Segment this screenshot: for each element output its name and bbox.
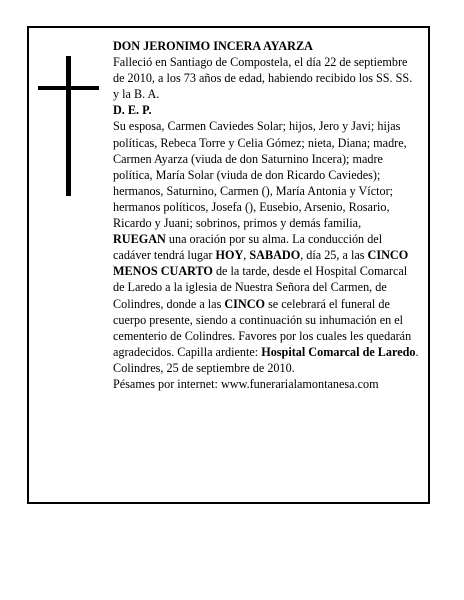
ceremony-period: . xyxy=(415,344,419,359)
ruegan-label: RUEGAN xyxy=(113,232,166,247)
deceased-name: DON JERONIMO INCERA AYARZA xyxy=(113,39,313,53)
date-place: Colindres, 25 de septiembre de 2010. xyxy=(113,360,295,375)
capilla-location: Hospital Comarcal de Laredo xyxy=(261,344,416,359)
cross-icon-bar xyxy=(38,86,99,90)
internet-condolences: Pésames por internet: www.funerarialamontanesa.com xyxy=(113,376,379,391)
dep-label: D. E. P. xyxy=(113,103,152,118)
ceremony-text-3: de la tarde, desde el Hospital Comarcal de Laredo a la iglesia de Nuestra Señora del Carmen, de Colindres, donde a las xyxy=(113,264,408,311)
sabado-label: SABADO xyxy=(249,248,301,263)
family-list: Su esposa, Carmen Caviedes Solar; hijos, Jero y Javi; hijas políticas, Rebeca Torre y Celia Gómez; nieta, Diana; madre, Carmen Ayarza (viuda de don Saturnino Incera); madre política, María Solar (viuda de don Ricardo Caviedes); hermanos, Saturnino, Carmen (), María Antonia y Víctor; hermanos políticos, Josefa (), Eusebio, Arsenio, Rosario, Ricardo y Juani; sobrinos, primos y demás familia, xyxy=(113,119,407,231)
ceremony-details xyxy=(113,231,419,360)
ceremony-text-1: una oración por su alma. La conducción del cadáver tendrá lugar xyxy=(113,232,383,263)
ceremony-comma: , xyxy=(243,248,250,263)
hoy-label: HOY xyxy=(215,248,244,263)
death-info: Falleció en Santiago de Compostela, el día 22 de septiembre de 2010, a los 73 años de edad, habiendo recibido los SS. SS. y la B. A. xyxy=(113,55,413,102)
time-label: CINCO MENOS CUARTO xyxy=(113,248,409,279)
ceremony-text-2: , día 25, a las xyxy=(300,248,368,263)
ceremony-text-4: se celebrará el funeral de cuerpo presente, siendo a continuación su inhumación en el cementerio de Colindres. Favores por los cuales les quedarán agradecidos. Capilla ardiente: xyxy=(113,296,412,359)
cinco-label: CINCO xyxy=(224,296,266,311)
cross-icon xyxy=(66,56,71,196)
obituary-text xyxy=(113,38,419,392)
